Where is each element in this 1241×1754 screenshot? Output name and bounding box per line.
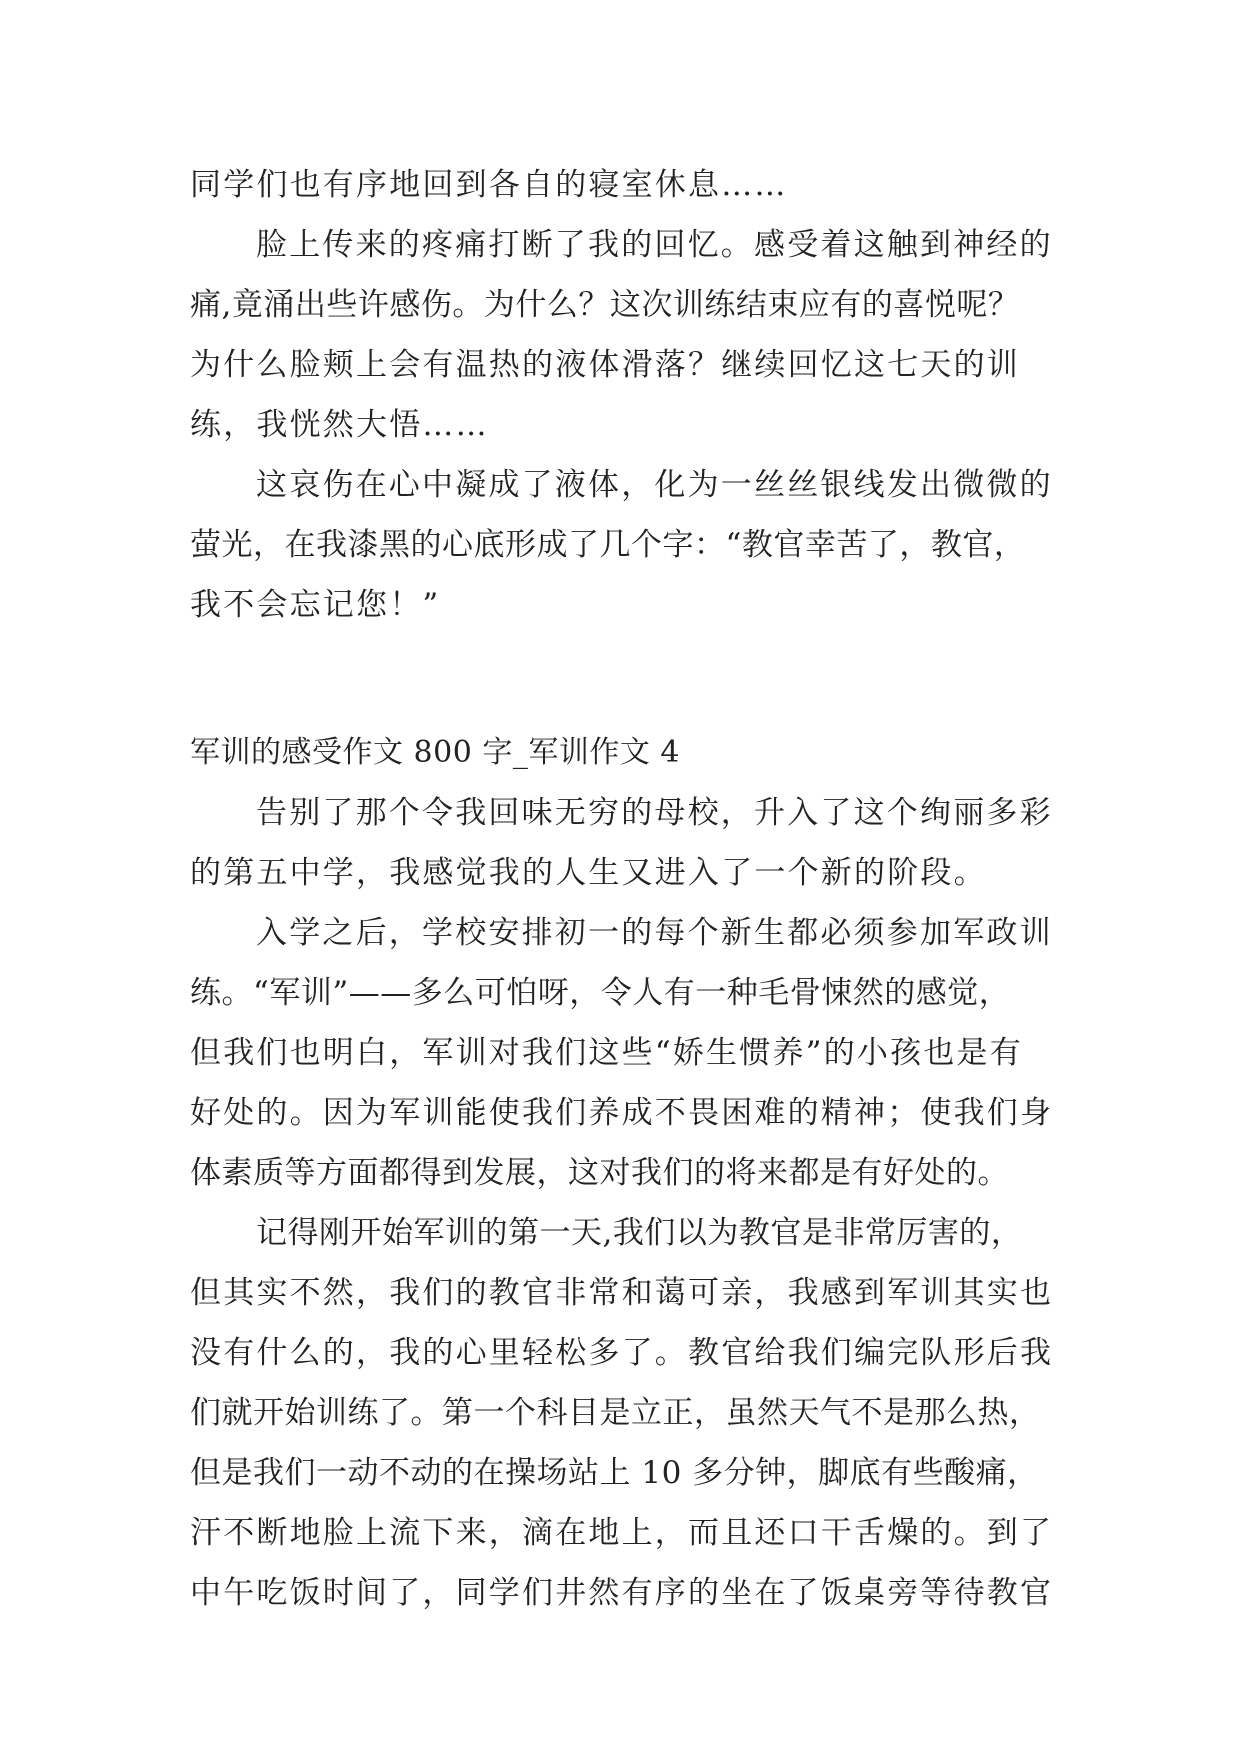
text-line: 中午吃饭时间了，同学们井然有序的坐在了饭桌旁等待教官	[190, 1575, 1054, 1611]
text-line: 告别了那个令我回味无穷的母校，升入了这个绚丽多彩	[256, 795, 1053, 831]
text-line: 这哀伤在心中凝成了液体，化为一丝丝银线发出微微的	[256, 467, 1053, 503]
text-line: 练。“军训”——多么可怕呀，令人有一种毛骨悚然的感觉，	[190, 975, 1011, 1011]
text-line: 们就开始训练了。第一个科目是立正，虽然天气不是那么热，	[190, 1395, 1041, 1431]
text-line: 脸上传来的疼痛打断了我的回忆。感受着这触到神经的	[256, 227, 1053, 263]
text-line: 汗不断地脸上流下来，滴在地上，而且还口干舌燥的。到了	[190, 1515, 1054, 1551]
text-line: 痛,竟涌出些许感伤。为什么？这次训练结束应有的喜悦呢？	[190, 287, 1020, 323]
text-line: 好处的。因为军训能使我们养成不畏困难的精神；使我们身	[190, 1095, 1054, 1131]
text-line: 但我们也明白，军训对我们这些“娇生惯养”的小孩也是有	[190, 1035, 1023, 1071]
section-gap	[190, 635, 1070, 723]
text-line: 体素质等方面都得到发展，这对我们的将来都是有好处的。	[190, 1155, 1009, 1191]
text-line: 同学们也有序地回到各自的寝室休息……	[190, 167, 788, 203]
text-line: 但其实不然，我们的教官非常和蔼可亲，我感到军训其实也	[190, 1275, 1054, 1311]
text-line: 的第五中学，我感觉我的人生又进入了一个新的阶段。	[190, 855, 987, 891]
document-page	[190, 155, 1070, 1623]
section-1	[190, 155, 1070, 635]
text-line: 但是我们一动不动的在操场站上 10 多分钟，脚底有些酸痛，	[190, 1455, 1039, 1491]
text-line: 萤光，在我漆黑的心底形成了几个字：“教官幸苦了，教官，	[190, 527, 1026, 563]
text-line: 我不会忘记您！”	[190, 587, 441, 623]
text-line: 练，我恍然大悟……	[190, 407, 489, 443]
text-line: 入学之后，学校安排初一的每个新生都必须参加军政训	[256, 915, 1053, 951]
section-2	[190, 783, 1070, 1623]
section-heading: 军训的感受作文 800 字_军训作文 4	[190, 735, 680, 770]
text-line: 为什么脸颊上会有温热的液体滑落？继续回忆这七天的训	[190, 347, 1020, 383]
text-line: 记得刚开始军训的第一天,我们以为教官是非常厉害的，	[256, 1215, 1023, 1251]
text-line: 没有什么的，我的心里轻松多了。教官给我们编完队形后我	[190, 1335, 1054, 1371]
